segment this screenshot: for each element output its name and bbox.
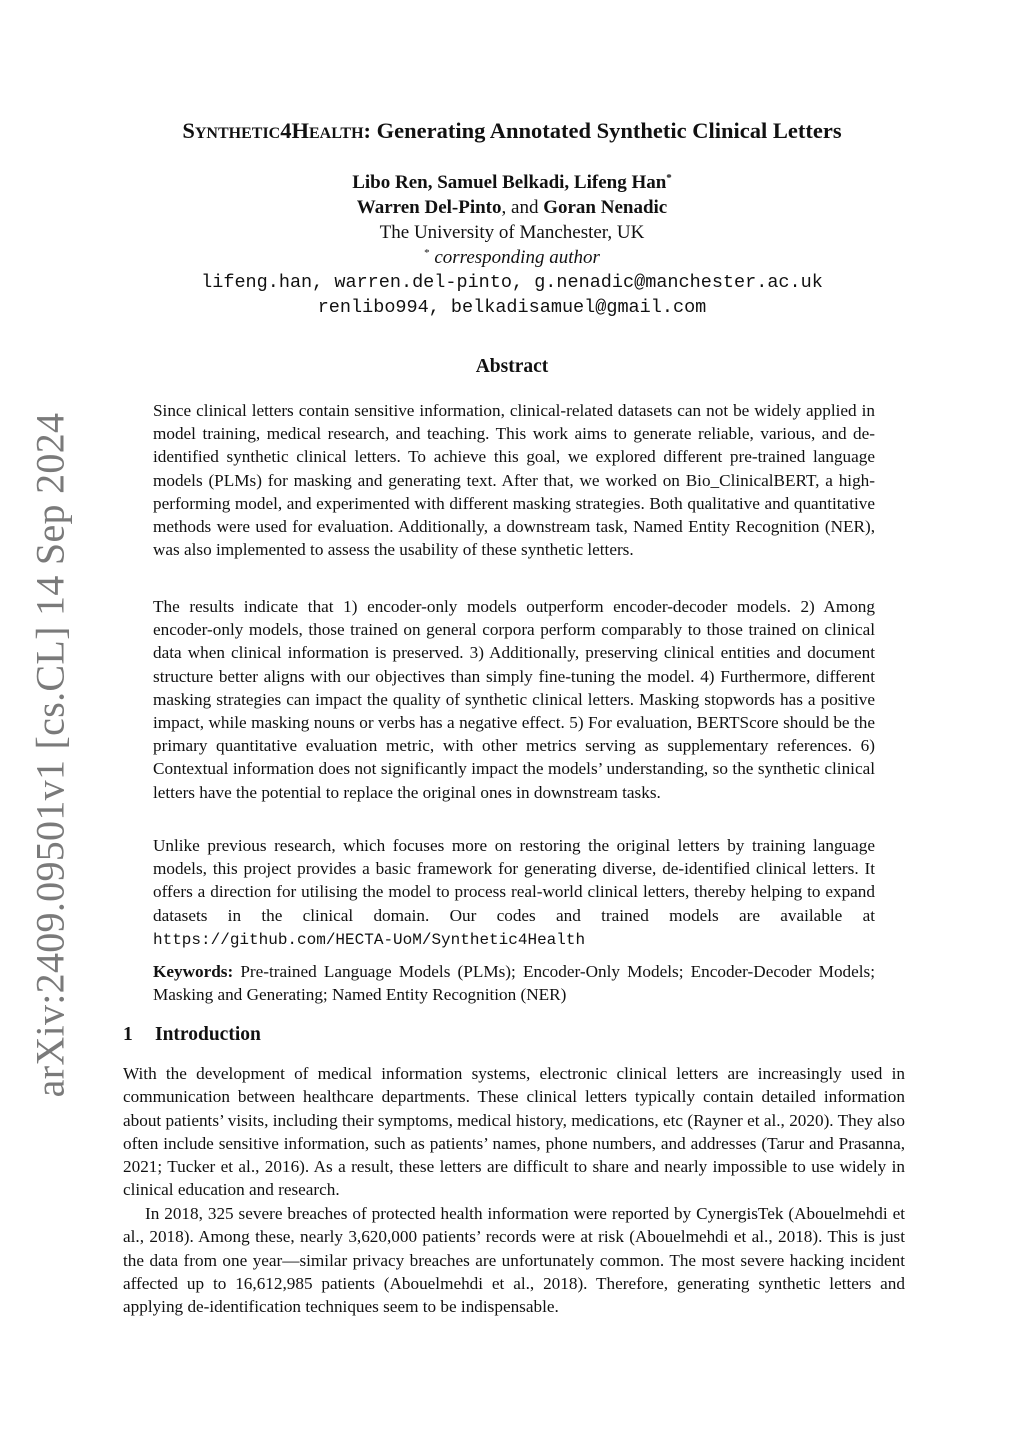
- section-number: 1: [123, 1024, 133, 1045]
- affiliation: The University of Manchester, UK: [379, 222, 645, 243]
- abstract-p3-text: Unlike previous research, which focuses more on restoring the original letters by training language models, this project provides a basic framework for generating diverse, de-identified clinical letters. It offers a direction for utilising the model to process real-world clinical letters, thereby helping to expand datasets in the clinical domain. Our codes and trained models are available at: [153, 836, 875, 925]
- author-nenadic: Goran Nenadic: [543, 197, 668, 218]
- intro-paragraph-2: [123, 1202, 905, 1318]
- title-name: Synthetic4Health: [182, 118, 364, 143]
- intro-p1-text: With the development of medical information systems, electronic clinical letters are increasingly used in communication between healthcare departments. These clinical letters typically contain detailed information about patients’ visits, including their symptoms, medical history, medications, etc (Rayner et al., 2020). They also often include sensitive information, such as patients’ names, phone numbers, and addresses (Tarur and Prasanna, 2021; Tucker et al., 2016). As a result, these letters are difficult to share and nearly impossible to use widely in clinical education and research.: [123, 1064, 905, 1200]
- corr-mark: *: [424, 247, 430, 259]
- author-del-pinto: Warren Del-Pinto: [356, 197, 502, 218]
- paper-title: [0, 118, 1024, 144]
- abstract-paragraph-2: [153, 595, 875, 804]
- abstract-p1-text: Since clinical letters contain sensitive information, clinical-related datasets can not be widely applied in model training, medical research, and teaching. This work aims to generate reliable, various, and de-identified synthetic clinical letters. To achieve this goal, we explored different pre-trained language models (PLMs) for masking and generating text. After that, we worked on Bio_ClinicalBERT, a high-performing model, and experimented with different masking strategies. Both qualitative and quantitative methods were used for evaluation. Additionally, a downstream task, Named Entity Recognition (NER), was also implemented to assess the usability of these synthetic letters.: [153, 401, 875, 560]
- abstract-heading: Abstract: [475, 356, 549, 377]
- intro-paragraph-1: [123, 1062, 905, 1202]
- author-and: , and: [501, 197, 544, 218]
- intro-p2-text: In 2018, 325 severe breaches of protected health information were reported by CynergisTek (Abouelmehdi et al., 2018). Among these, nearly 3,620,000 patients’ records were at risk (Abouelmehdi et al., 2018). This is just the data from one year—similar privacy breaches are unfortunately common. The most severe hacking incident affected up to 16,612,985 patients (Abouelmehdi et al., 2018). Therefore, generating synthetic letters and applying de-identification techniques seem to be indispensable.: [123, 1204, 905, 1317]
- section-heading-introduction: [123, 1024, 261, 1046]
- keywords-text: Pre-trained Language Models (PLMs); Encoder-Only Models; Encoder-Decoder Models; Masking and Generating; Named Entity Recognition (NER): [153, 962, 875, 1005]
- emails-line-2: renlibo994, belkadisamuel@gmail.com: [317, 297, 707, 318]
- github-link[interactable]: https://github.com/HECTA-UoM/Synthetic4Health: [153, 930, 586, 949]
- author-block: [0, 170, 1024, 320]
- authors-line-2: [0, 195, 1024, 220]
- keywords-label: Keywords:: [153, 962, 234, 981]
- emails-line-1: lifeng.han, warren.del-pinto, g.nenadic@manchester.ac.uk: [201, 272, 823, 293]
- corresponding-note: [0, 245, 1024, 270]
- abstract-paragraph-1: [153, 399, 875, 561]
- section-title: Introduction: [155, 1024, 261, 1045]
- keywords: [153, 960, 875, 1006]
- corresponding-mark: *: [666, 172, 672, 184]
- abstract-paragraph-3: [153, 834, 875, 952]
- abstract-p2-text: The results indicate that 1) encoder-only models outperform encoder-decoder models. 2) Among encoder-only models, those trained on general corpora perform comparably to those trained on clinical data when clinical information is preserved. 3) Additionally, preserving clinical entities and document structure better aligns with our objectives than simply fine-tuning the model. 4) Furthermore, different masking strategies can impact the quality of synthetic clinical letters. Masking stopwords has a positive impact, while masking nouns or verbs has a negative effect. 5) For evaluation, BERTScore should be the primary quantitative evaluation metric, with other metrics serving as supplementary references. 6) Contextual information does not significantly impact the models’ understanding, so the synthetic clinical letters have the potential to replace the original ones in downstream tasks.: [153, 597, 875, 802]
- arxiv-identifier-text: arXiv:2409.09501v1 [cs.CL] 14 Sep 2024: [27, 412, 73, 1098]
- authors-line-1: [0, 170, 1024, 195]
- arxiv-identifier: [20, 412, 80, 1098]
- authors-names-1: Libo Ren, Samuel Belkadi, Lifeng Han: [352, 172, 667, 193]
- title-rest: : Generating Annotated Synthetic Clinical Letters: [363, 118, 842, 143]
- corr-text: corresponding author: [429, 247, 600, 268]
